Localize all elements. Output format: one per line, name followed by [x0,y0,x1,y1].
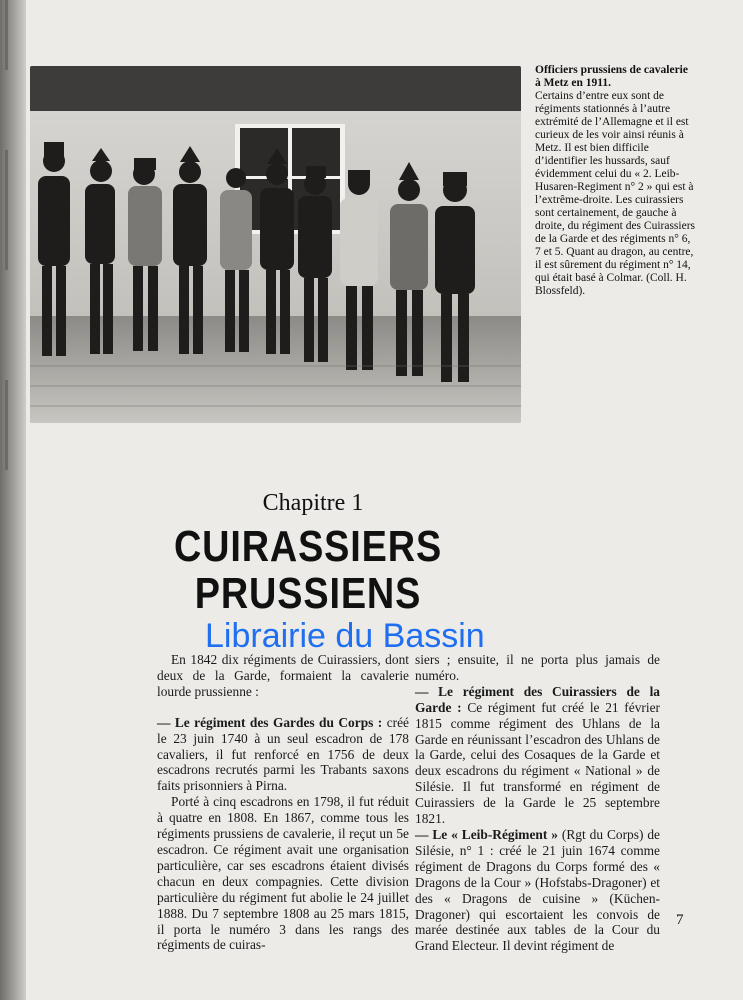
officers-photograph [30,66,521,423]
watermark-text: Librairie du Bassin [205,617,485,655]
paragraph-body: (Rgt du Corps) de Silésie, n° 1 : créé le 21 juin 1674 comme régiment de Dragons du Corps formé des « Dragons de la Cour » (Hofstabs-Dragoner) et des « Dragons de cuisine » (Küchen-Dragoner) qui escortaient les convois de marée destinée aux tables de la Cour du Grand Electeur. Il devint régiment de [415,826,660,954]
paragraph-heading: — Le régiment des Cuirassiers de la Garde : [415,683,660,715]
cuirassiers-garde-paragraph [415,684,660,827]
chapter-label: Chapitre 1 [262,490,364,516]
paragraph-body: Ce régiment fut créé le 21 février 1815 comme régiment des Uhlans de la Garde en réunissant l’escadron des Uhlans de la Garde, celui des Cosaques de la Garde et deux escadrons du régiment « National » de Silésie. Il fut transformé en régiment de Cuirassiers de la Garde le 25 septembre 1821. [415,699,660,827]
paragraph-body: créé le 23 juin 1740 à un seul escadron de 178 cavaliers, il fut renforcé en 1756 de deux escadrons recrutés parmi les Trabants saxons faits prisonniers à Pirna. [157,714,409,794]
gardes-du-corps-paragraph [157,715,409,795]
caption-title: Officiers prussiens de cavalerie à Metz en 1911. [535,64,688,89]
caption-body: Certains d’entre eux sont de régiments stationnés à l’autre extrémité de l’Allemagne et il est curieux de les voir ainsi réunis à Metz. Il est bien difficile d’identifier les hussards, sauf évidemment celui du « 2. Leib-Husaren-Regiment n° 2 » qui est à l’extrême-droite. Les cuirassiers sont certainement, de gauche à droite, du régiment des Cuirassiers de la Garde et des régiments n° 6, 7 et 5. Quant au dragon, au centre, il est sûrement du régiment n° 14, qui était basé à Colmar. (Coll. H. Blossfeld). [535,90,696,297]
continuation-paragraph: siers ; ensuite, il ne porta plus jamais de numéro. [415,652,660,683]
intro-paragraph: En 1842 dix régiments de Cuirassiers, dont deux de la Garde, formaient la cavalerie lourde prussienne : [157,652,409,699]
right-text-column [415,652,660,954]
chapter-title-line2: PRUSSIENS [194,569,422,618]
page-number: 7 [676,912,684,928]
paragraph-heading: — Le régiment des Gardes du Corps : [157,714,383,730]
photo-caption [535,64,695,298]
book-spine [0,0,26,1000]
paragraph-heading: — Le « Leib-Régiment » [415,826,558,842]
chapter-title-line1: CUIRASSIERS [173,522,443,571]
leib-regiment-paragraph [415,827,660,954]
left-text-column [157,652,409,953]
paragraph: Porté à cinq escadrons en 1798, il fut réduit à quatre en 1808. En 1867, comme tous les régiments prussiens de cavalerie, il reçut un 5e escadron. Ce régiment avait une organisation particulière, car ses escadrons étaient divisés chacun en deux compagnies. Cette division particulière du régiment fut abolie le 24 juillet 1888. Du 7 septembre 1808 au 25 mars 1815, il porta le numéro 3 dans les rangs des régiments de cuiras- [157,794,409,953]
